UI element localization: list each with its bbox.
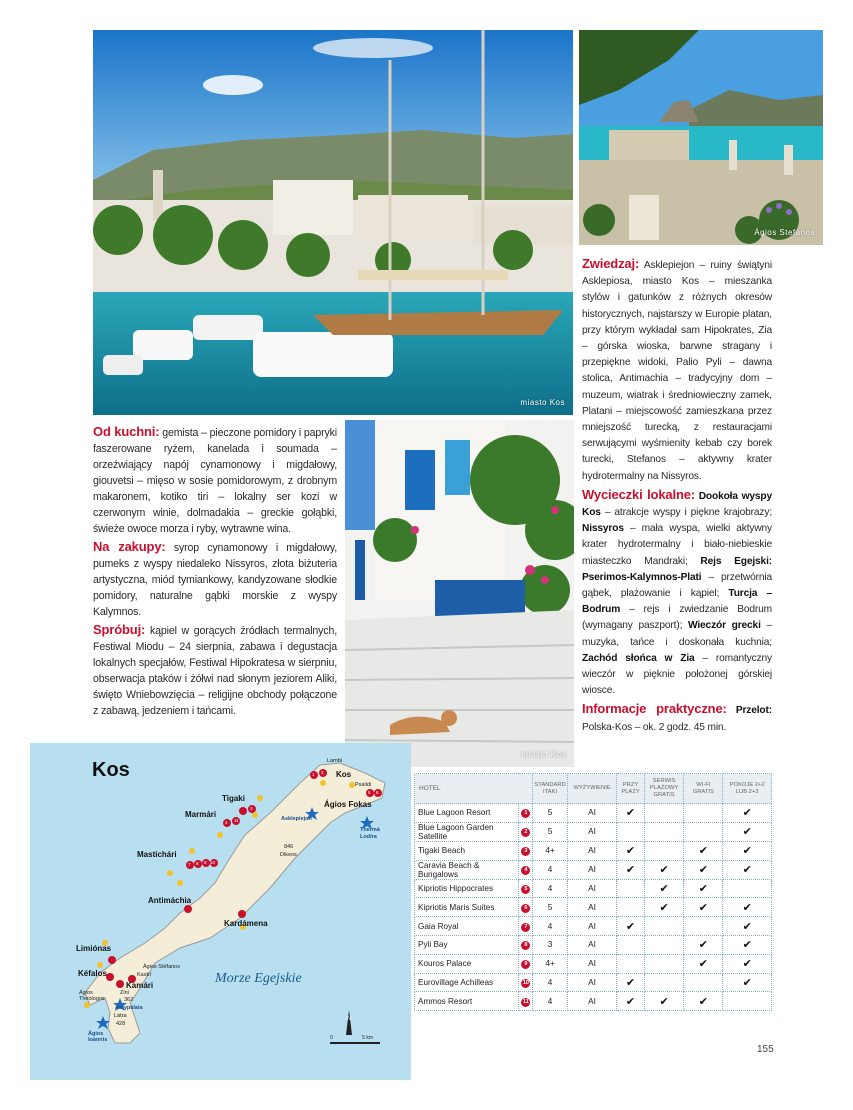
beach-cell <box>617 822 645 841</box>
check-icon: ✔ <box>625 976 636 989</box>
shopping-paragraph <box>93 539 337 620</box>
rooms-cell <box>723 804 772 823</box>
beach-service-cell <box>644 841 683 860</box>
check-icon: ✔ <box>742 958 752 971</box>
hotel-number-cell <box>519 804 533 823</box>
check-icon: ✔ <box>742 939 752 952</box>
board-value: AI <box>588 902 596 912</box>
hotel-number-cell <box>519 917 533 936</box>
cuisine-lead: Od kuchni: <box>93 424 160 439</box>
shopping-lead: Na zakupy: <box>93 539 166 554</box>
check-icon: ✔ <box>698 901 708 914</box>
standard-cell <box>533 898 567 917</box>
board-value: AI <box>588 940 596 950</box>
hotel-number-cell <box>519 822 533 841</box>
flight-label: Przelot: <box>726 705 772 717</box>
wifi-cell <box>684 898 723 917</box>
check-icon: ✔ <box>659 882 669 895</box>
try-paragraph <box>93 622 337 719</box>
standard-value: 5 <box>547 808 553 818</box>
trip-text: – przetwórnia gąbek, plażowanie i kąpiel; <box>582 571 772 600</box>
trip-name: Turcja – Bodrum <box>582 588 773 616</box>
check-icon: ✔ <box>625 995 636 1008</box>
standard-cell <box>533 860 567 879</box>
map-place-agios-stefanos: Ágios Stéfanos <box>143 964 180 970</box>
beach-service-cell <box>644 954 683 973</box>
board-cell <box>567 841 616 860</box>
header-standard: STANDARD ITAKI <box>533 774 567 804</box>
standard-cell <box>533 804 567 823</box>
visit-paragraph <box>582 256 772 485</box>
trip-name: Nissyros <box>582 523 624 535</box>
wifi-cell <box>684 935 723 954</box>
hotel-number-badge: 10 <box>522 979 529 986</box>
wifi-cell <box>684 992 723 1011</box>
check-icon: ✔ <box>742 864 752 877</box>
check-icon: ✔ <box>659 864 669 877</box>
hotel-number-badge: 6 <box>521 904 530 913</box>
board-value: AI <box>588 865 596 875</box>
map-place-limionas: Limiónas <box>76 944 112 953</box>
photo-caption: Ágios Stefanos <box>754 228 815 237</box>
beach-cell <box>617 954 645 973</box>
map-place-asklepiejon: Asklepiejon <box>281 816 312 822</box>
hotel-number-badge: 5 <box>521 885 530 894</box>
map-marker-number: 2 <box>321 770 324 775</box>
hotel-name-value: Caravia Beach & Bungalows <box>418 860 480 879</box>
beach-cell <box>617 898 645 917</box>
cuisine-paragraph <box>93 424 337 537</box>
check-icon: ✔ <box>659 995 669 1008</box>
hotel-number-cell <box>519 860 533 879</box>
hotel-name-cell <box>415 954 519 973</box>
header-beach: PRZY PLAŻY <box>617 774 645 804</box>
rooms-cell <box>723 917 772 936</box>
check-icon: ✔ <box>698 995 708 1008</box>
header-rooms: POKOJE 2+2 LUB 2+3 <box>723 774 772 804</box>
hotel-name-value: Eurovillage Achilleas <box>418 977 494 987</box>
hotel-number-badge: 8 <box>521 941 530 950</box>
agios-stefanos-illustration <box>579 30 823 245</box>
trip-name: Wieczór grecki <box>682 620 761 632</box>
map-place-kefalos: Kéfalos <box>78 969 107 978</box>
beach-cell <box>617 992 645 1011</box>
rooms-cell <box>723 935 772 954</box>
hotel-number-badge: 7 <box>521 923 530 932</box>
map-place-kastri: Kastrí <box>137 972 152 978</box>
hotel-name-value: Kipriotis Maris Suites <box>418 902 495 912</box>
board-cell <box>567 860 616 879</box>
hotel-name-cell <box>415 804 519 823</box>
hotel-number-cell <box>519 973 533 992</box>
beach-service-cell <box>644 822 683 841</box>
standard-cell <box>533 992 567 1011</box>
hotel-name-value: Gaia Royal <box>418 921 459 931</box>
try-text: kąpiel w gorących źródłach termalnych, Festiwal Miodu – 24 sierpnia, zabawa i degustacja lokalnych specjałów, Festiwal Hipokratesa w sierpniu, obserwacja ptaków i żółwi nad słonym jeziorem Aliki, święto Wniebowzięcia – religijne obchody połączone z zabawą, jedzeniem i tańcami. <box>93 625 337 717</box>
cuisine-text: gemista – pieczone pomidory i papryki faszerowane ryżem, kanelada i soumada – orzeźwiający napój cynamonowy i migdałowy, giouvetsi – mięso w sosie pomidorowym, z drobnym makaronem, kotiko tiri – lokalny ser kozi w czerwonym winie, dolmadakia – greckie gołąbki, świeże owoce morza i ryby, wytrawne wina. <box>93 427 337 535</box>
hotel-number-cell <box>519 935 533 954</box>
map-place-kos: Kos <box>336 770 352 779</box>
practical-paragraph <box>582 701 772 735</box>
standard-value: 4+ <box>545 959 555 969</box>
standard-cell <box>533 917 567 936</box>
rooms-cell <box>723 860 772 879</box>
trip-name: Zachód słońca w Zia <box>582 652 695 664</box>
beach-service-cell <box>644 860 683 879</box>
practical-lead: Informacje praktyczne: <box>582 701 727 717</box>
kos-harbour-illustration <box>93 30 573 415</box>
rooms-cell <box>723 992 772 1011</box>
standard-value: 4 <box>547 996 553 1006</box>
hotel-name-cell <box>415 822 519 841</box>
map-marker-number: 3 <box>250 806 253 811</box>
map-sea-label: Morze Egejskie <box>215 971 302 986</box>
map-scale <box>330 1035 373 1041</box>
board-cell <box>567 898 616 917</box>
hotel-name-value: Kipriotis Hippocrates <box>418 883 494 893</box>
island-outline <box>30 743 411 1080</box>
map-place-kamari: Kamári <box>126 981 154 990</box>
photo-caption: miasto Kos <box>520 398 565 407</box>
trip-text: – mała wyspa, wielki aktywny krater hydrotermalny i biało-niebieskie miasteczko Mandraki; <box>582 523 772 567</box>
hotel-name-value: Pyli Bay <box>418 940 448 950</box>
standard-cell <box>533 822 567 841</box>
check-icon: ✔ <box>742 920 752 933</box>
board-cell <box>567 954 616 973</box>
table-row <box>415 917 772 936</box>
check-icon: ✔ <box>742 976 752 989</box>
map-height-latra: 428 <box>116 1021 126 1027</box>
standard-cell <box>533 879 567 898</box>
header-beach-service: SERWIS PLAŻOWY GRATIS <box>644 774 683 804</box>
kos-street-illustration <box>345 420 574 767</box>
beach-cell <box>617 804 645 823</box>
check-icon: ✔ <box>698 864 708 877</box>
wifi-cell <box>684 860 723 879</box>
hotel-number-cell <box>519 992 533 1011</box>
check-icon: ✔ <box>659 901 669 914</box>
board-value: AI <box>588 808 596 818</box>
standard-value: 4+ <box>545 846 555 856</box>
hotel-table <box>414 773 772 1011</box>
map-scale-start: 0 <box>330 1035 333 1041</box>
hotel-name-value: Blue Lagoon Garden Satellite <box>418 822 494 841</box>
header-hotel: HOTEL <box>415 774 533 804</box>
wifi-cell <box>684 879 723 898</box>
beach-cell <box>617 935 645 954</box>
map-place-kardamena: Kardámena <box>224 919 268 928</box>
table-row <box>415 935 772 954</box>
check-icon: ✔ <box>625 920 636 933</box>
rooms-cell <box>723 841 772 860</box>
hotel-number-badge: 2 <box>521 828 530 837</box>
rooms-cell <box>723 954 772 973</box>
kos-map <box>30 743 411 1080</box>
map-scale-end: 5 km <box>362 1035 374 1041</box>
hotel-name-cell <box>415 917 519 936</box>
trip-name: Dookoła wyspy Kos <box>582 490 772 519</box>
hotel-number-badge: 11 <box>522 998 529 1005</box>
wifi-cell <box>684 822 723 841</box>
beach-cell <box>617 841 645 860</box>
standard-cell <box>533 973 567 992</box>
hotel-number-cell <box>519 841 533 860</box>
check-icon: ✔ <box>698 882 708 895</box>
kos-harbour-photo <box>93 30 573 415</box>
map-marker-number: 7 <box>188 862 191 867</box>
hotel-name-value: Ammos Resort <box>418 996 473 1006</box>
map-place-astypalea: Astypálaia <box>115 1005 143 1011</box>
map-marker-number: 1 <box>312 772 315 777</box>
hotel-name-cell <box>415 898 519 917</box>
standard-value: 5 <box>547 902 553 912</box>
check-icon: ✔ <box>742 845 752 858</box>
trip-text: – muzyka, tańce i doskonała kuchnia; <box>582 620 772 648</box>
board-value: AI <box>588 921 596 931</box>
beach-service-cell <box>644 992 683 1011</box>
hotel-name-cell <box>415 841 519 860</box>
board-cell <box>567 973 616 992</box>
shopping-text: syrop cynamonowy i migdałowy, pumeks z wyspy niedaleko Nissyros, złota biżuteria artystyczna, miód tymiankowy, kandyzowane słodkie pomidory, naturalne gąbki morskie z wyspy Kalymnos. <box>93 542 337 618</box>
hotel-name-value: Blue Lagoon Resort <box>418 808 491 818</box>
standard-value: 4 <box>547 883 553 893</box>
board-cell <box>567 822 616 841</box>
hotel-name-cell <box>415 973 519 992</box>
beach-service-cell <box>644 917 683 936</box>
agios-stefanos-photo <box>579 30 823 245</box>
map-north-label: N <box>347 1016 351 1022</box>
try-lead: Spróbuj: <box>93 622 146 637</box>
wifi-cell <box>684 973 723 992</box>
beach-service-cell <box>644 935 683 954</box>
kos-street-photo <box>345 420 574 767</box>
hotel-number-badge: 3 <box>521 847 530 856</box>
map-place-mastichari: Mastichári <box>137 850 177 859</box>
board-value: AI <box>588 996 596 1006</box>
trips-paragraph <box>582 487 772 700</box>
visit-text: Asklepiejon – ruiny świątyni Asklepiosa, miasto Kos – mieszanka stylów i gatunków z różnych okresów historycznych, najstarszy w Europie platan, przy którym wykładał sam Hipokrates, Zia – górska wioska, barwne stragany i przepiękne widoki, Palio Pyli – dawna stolica, Antimachia – tradycyjny dom – muzeum, wiatrak i średniowieczny zamek, Platani – miejscowość zamieszkana przez mniejszość turecką, z restauracjami serwującymi wyśmienity kebab czy borek turecki, Stefanos – aktywny krater hydrotermalny na Nissyros. <box>582 260 772 482</box>
standard-value: 4 <box>547 977 553 987</box>
table-row <box>415 992 772 1011</box>
rooms-cell <box>723 822 772 841</box>
hotel-name-cell <box>415 879 519 898</box>
map-marker-number: 6 <box>376 790 379 795</box>
beach-service-cell <box>644 879 683 898</box>
hotel-number-badge: 4 <box>521 866 530 875</box>
trip-name: Rejs Egejski: Pserimos-Kalymnos-Plati <box>582 555 772 583</box>
map-place-dikeos: Dikeos <box>280 852 297 858</box>
board-value: AI <box>588 846 596 856</box>
map-marker-number: 8 <box>196 861 199 866</box>
rooms-cell <box>723 879 772 898</box>
board-cell <box>567 992 616 1011</box>
map-marker-number: 4 <box>225 820 228 825</box>
hotel-name-cell <box>415 935 519 954</box>
left-text-column <box>93 424 337 721</box>
wifi-cell <box>684 954 723 973</box>
beach-cell <box>617 917 645 936</box>
map-marker-number: 9 <box>204 860 207 865</box>
table-row <box>415 841 772 860</box>
hotel-number-cell <box>519 879 533 898</box>
map-marker-number: 11 <box>234 818 239 823</box>
table-row <box>415 822 772 841</box>
hotel-name-value: Tigaki Beach <box>418 846 466 856</box>
flight-text: Polska-Kos – ok. 2 godz. 45 min. <box>582 721 727 733</box>
check-icon: ✔ <box>698 958 708 971</box>
standard-value: 5 <box>547 827 553 837</box>
map-height-zini: 362 <box>124 997 134 1003</box>
map-marker-number: 10 <box>210 860 216 865</box>
map-place-agios-theologos: Ágios Theologos <box>79 990 105 1002</box>
board-value: AI <box>588 883 596 893</box>
hotel-name-cell <box>415 992 519 1011</box>
standard-cell <box>533 841 567 860</box>
table-row <box>415 973 772 992</box>
table-header-row <box>415 774 772 804</box>
board-value: AI <box>588 827 596 837</box>
board-value: AI <box>588 959 596 969</box>
table-row <box>415 898 772 917</box>
trip-text: – romantyczny wieczór w pięknie położonej górskiej wiosce. <box>582 652 772 697</box>
check-icon: ✔ <box>625 845 636 858</box>
hotel-number-cell <box>519 954 533 973</box>
visit-lead: Zwiedzaj: <box>582 256 640 271</box>
check-icon: ✔ <box>742 826 752 839</box>
beach-cell <box>617 860 645 879</box>
trip-text: – rejs i zwiedzanie Bodrum (wymagany paszport); <box>582 604 772 632</box>
wifi-cell <box>684 917 723 936</box>
table-row <box>415 879 772 898</box>
photo-caption: miasto Kos <box>521 750 566 759</box>
table-row <box>415 804 772 823</box>
map-place-antimachia: Antimáchia <box>148 896 192 905</box>
rooms-cell <box>723 898 772 917</box>
board-cell <box>567 935 616 954</box>
trips-lead: Wycieczki lokalne: <box>582 486 695 502</box>
table-row <box>415 860 772 879</box>
beach-service-cell <box>644 898 683 917</box>
beach-service-cell <box>644 804 683 823</box>
check-icon: ✔ <box>625 807 636 820</box>
map-place-zini: Zini <box>120 990 129 996</box>
wifi-cell <box>684 804 723 823</box>
check-icon: ✔ <box>742 807 752 820</box>
map-place-agios-fokas: Ágios Fokas <box>324 800 372 809</box>
beach-service-cell <box>644 973 683 992</box>
header-board: WYŻYWIENIE <box>567 774 616 804</box>
table-row <box>415 954 772 973</box>
beach-cell <box>617 973 645 992</box>
map-place-marmari: Marmári <box>185 810 217 819</box>
header-wifi: WI-FI GRATIS <box>684 774 723 804</box>
standard-cell <box>533 954 567 973</box>
rooms-cell <box>723 973 772 992</box>
board-cell <box>567 804 616 823</box>
check-icon: ✔ <box>742 901 752 914</box>
map-title: Kos <box>92 759 130 781</box>
map-place-latra: Látra <box>114 1013 127 1019</box>
map-place-agios-ioannis: Ágios Ioánnis <box>88 1031 108 1043</box>
check-icon: ✔ <box>698 845 708 858</box>
trip-text: – atrakcje wyspy i piękne krajobrazy; <box>600 507 772 519</box>
hotel-number-badge: 1 <box>521 809 530 818</box>
hotel-name-cell <box>415 860 519 879</box>
hotel-number-badge: 9 <box>521 960 530 969</box>
board-cell <box>567 917 616 936</box>
standard-cell <box>533 935 567 954</box>
check-icon: ✔ <box>625 864 636 877</box>
map-height-dikeos: 846 <box>284 844 294 850</box>
right-text-column <box>582 256 772 738</box>
map-place-tigaki: Tigaki <box>222 794 245 803</box>
map-place-lambi: Lambi <box>327 758 342 764</box>
hotel-number-cell <box>519 898 533 917</box>
standard-value: 4 <box>547 921 553 931</box>
map-marker-number: 5 <box>368 790 371 795</box>
map-place-psalidi: Psalidi <box>355 782 372 788</box>
map-place-therma: Thermá Lodíra <box>360 827 380 840</box>
hotel-name-value: Kouros Palace <box>418 959 472 969</box>
board-cell <box>567 879 616 898</box>
wifi-cell <box>684 841 723 860</box>
page-number: 155 <box>757 1044 774 1055</box>
board-value: AI <box>588 977 596 987</box>
standard-value: 4 <box>547 865 553 875</box>
beach-cell <box>617 879 645 898</box>
check-icon: ✔ <box>698 939 708 952</box>
standard-value: 3 <box>547 940 553 950</box>
